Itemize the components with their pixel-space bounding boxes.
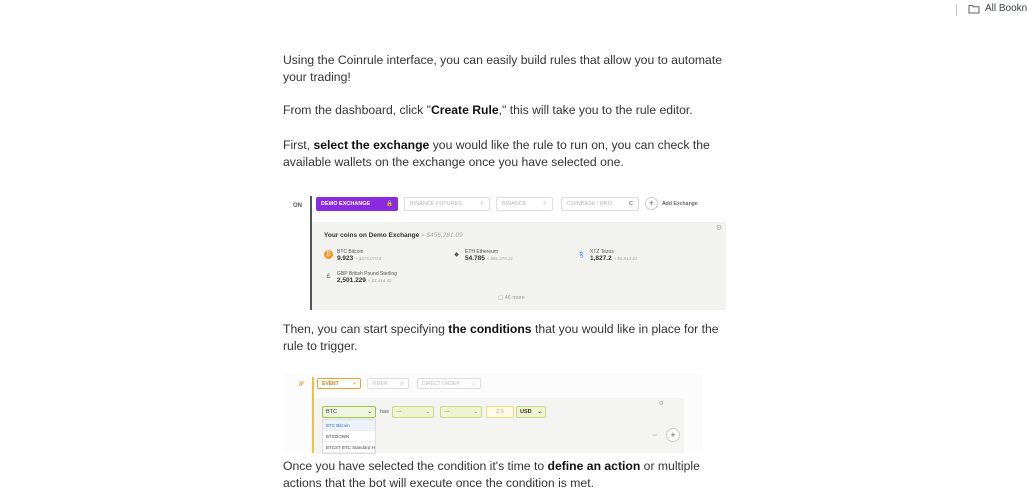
coin-dropdown [322,419,376,454]
add-exchange [645,197,698,210]
bookmarks-bar [0,0,1027,20]
dropdown-option: BTCST BTC Standard H [323,442,375,453]
more-coins: ▢ 46 more [498,295,525,301]
plus-icon: + [645,197,658,210]
chevron-down-icon: ⌄ [425,409,430,415]
condition-select: --- ⌄ [392,406,434,418]
operator-select: --- ⌄ [440,406,482,418]
paragraph-intro: Using the Coinrule interface, you can easily build rules that allow you to automate your trading! [283,53,722,84]
switch-icon: ⇳ [479,201,484,207]
plus-icon: + [666,428,680,442]
paragraph-create-rule: From the dashboard, click "Create Rule," this will take you to the rule editor. [283,103,693,117]
square-icon: ▢ [498,295,504,301]
tab-direct-order: DIRECT ORDER ⊥ [417,378,481,389]
loading-icon: C [629,201,633,207]
paragraph-select-exchange: First, select the exchange you would like the rule to run on, you can check the available wallets on the exchange once you have selected one. [283,138,710,169]
dropdown-option: BTC Bitcoin [323,420,375,431]
clock-icon: ◷ [399,380,404,387]
add-exchange-label: Add Exchange [662,200,698,207]
dropdown-option: BTCDOWN [323,431,375,442]
chevron-down-icon: ⌄ [367,409,372,415]
all-bookmarks-label: All Bookn [985,3,1027,14]
on-label: ON [293,203,302,209]
minus-icon: − [652,430,658,440]
all-bookmarks-button[interactable] [968,3,1027,14]
gear-icon: ⚙ [658,401,664,407]
lock-icon: 🔒 [386,201,393,207]
demo-exchange-button: DEMO EXCHANGE 🔒 [316,197,398,211]
ethereum-icon: ◆ [454,252,459,258]
exchange-binance-futures: BINANCE FUTURES ⇳ [404,197,490,211]
paragraph-conditions: Then, you can start specifying the conditions that you would like in place for the rule to trigger. [283,322,719,353]
coin-select: BTC ⌄ [322,406,376,418]
coin-eth: ◆ ETH Ethereum 54.785 ≈ $66,379.21 [452,249,513,262]
coin-btc: ₿ BTC Bitcoin 9.923 ≈ $576,070.4 [324,249,381,262]
coin-gbp: £ GBP British Pound Sterling 2,501.229 ≈ $3,414.42 [324,271,397,284]
coin-xtz: ꜩ XTZ Tezos 1,827.2 ≈ $6,813.41 [577,249,637,262]
tab-event: EVENT ⚡ [317,378,361,389]
chevron-down-icon: ⌄ [473,409,478,415]
coins-title: Your coins on Demo Exchange ≈ $456,281.09 [324,232,463,239]
tab-timer: TIMER ◷ [367,378,409,389]
has-label: has [380,409,389,415]
order-icon: ⊥ [471,380,476,387]
exchange-binance: BINANCE ⇳ [496,197,553,211]
coins-panel [312,222,726,310]
bitcoin-icon: ₿ [324,250,333,259]
currency-select: USD ⌄ [516,406,546,418]
bolt-icon: ⚡ [352,380,356,387]
chevron-down-icon: ⌄ [537,409,542,415]
folder-icon [968,4,980,14]
exchange-screenshot [283,192,726,311]
switch-icon: ⇳ [542,201,547,207]
paragraph-action: Once you have selected the condition it's time to define an action or multiple actions that the bot will execute once the condition is met. [283,459,700,490]
value-input: 2.5 [486,406,514,418]
exchange-coinbase: COINBASE / PRO C [561,197,639,211]
bookmarks-divider [956,4,957,16]
pound-icon: £ [326,273,331,280]
gear-icon: ⚙ [715,225,722,232]
condition-panel [314,398,684,453]
conditions-screenshot [283,373,703,453]
if-label: IF [299,382,305,388]
tezos-icon: ꜩ [579,252,584,258]
